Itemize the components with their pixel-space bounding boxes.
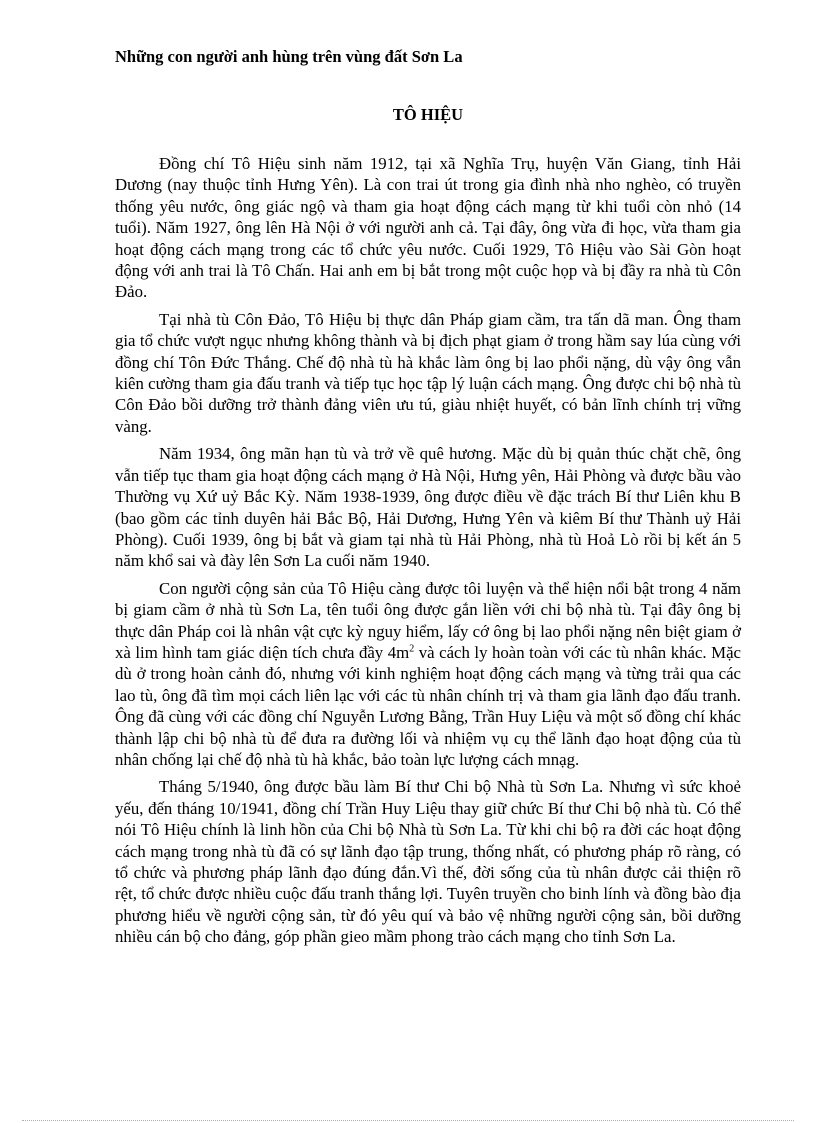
- superscript-2: 2: [409, 643, 415, 655]
- paragraph-2: Tại nhà tù Côn Đảo, Tô Hiệu bị thực dân Pháp giam cầm, tra tấn dã man. Ông tham gia tổ chức vượt ngục nhưng không thành và bị địch phạt giam ở trong hầm say lúa cùng với đồng chí Tôn Đức Thắng. Chế độ nhà tù hà khắc làm ông bị lao phổi nặng, dù vậy ông vẫn kiên cường tham gia đấu tranh và tiếp tục học tập lý luận cách mạng. Ông được chi bộ nhà tù Côn Đảo bồi dưỡng trở thành đảng viên ưu tú, giàu nhiệt huyết, có bản lĩnh chính trị vững vàng.: [115, 309, 741, 436]
- document-title: TÔ HIỆU: [392, 105, 464, 124]
- paragraph-4-continuation: và cách ly hoàn toàn với các tù nhân khác. Mặc dù ở trong hoàn cảnh đó, nhưng với kinh nghiệm hoạt động cách mạng và từng trải qua các lao tù, ông đã tìm mọi cách liên lạc với các tù nhân chính trị và tham gia lãnh đạo đấu tranh. Ông đã cùng với các đồng chí Nguyễn Lương Bằng, Trần Huy Liệu và một số đồng chí khác thành lập chi bộ nhà tù để đưa ra đường lối và nhiệm vụ cụ thể lãnh đạo hoạt động của tù nhân chống lại chế độ nhà tù hà khắc, bảo toàn lực lượng cách mnạg.: [115, 642, 741, 769]
- paragraph-3: Năm 1934, ông mãn hạn tù và trở về quê hương. Mặc dù bị quản thúc chặt chẽ, ông vẫn tiếp tục tham gia hoạt động cách mạng ở Hà Nội, Hưng yên, Hải Phòng và được bầu vào Thường vụ Xứ uỷ Bắc Kỳ. Năm 1938-1939, ông được điều về đặc trách Bí thư Liên khu B (bao gồm các tỉnh duyên hải Bắc Bộ, Hải Dương, Hưng Yên và kiêm Bí thư Thành uỷ Hải Phòng). Cuối 1939, ông bị bắt và giam tại nhà tù Hải Phòng, nhà tù Hoả Lò rồi bị kết án 5 năm khổ sai và đày lên Sơn La cuối năm 1940.: [115, 444, 741, 571]
- page-bottom-divider: [22, 1120, 794, 1121]
- paragraph-4-text: Con người cộng sản của Tô Hiệu càng được tôi luyện và thể hiện nổi bật trong 4 năm bị giam cầm ở nhà tù Sơn La, tên tuổi ông được gắn liền với chi bộ nhà tù. Tại đây ông bị thực dân Pháp coi là nhân vật cực kỳ nguy hiểm, lấy cớ ông bị lao phổi nặng nên biệt giam ở xà lim hình tam giác diện tích chưa đầy 4m: [115, 578, 741, 662]
- document-content: [115, 46, 741, 947]
- document-header: Những con người anh hùng trên vùng đất Sơn La: [115, 47, 463, 66]
- document-body: [115, 153, 741, 954]
- paragraph-4: [115, 578, 741, 771]
- paragraph-1: Đồng chí Tô Hiệu sinh năm 1912, tại xã Nghĩa Trụ, huyện Văn Giang, tỉnh Hải Dương (nay thuộc tỉnh Hưng Yên). Là con trai út trong gia đình nhà nho nghèo, có truyền thống yêu nước, ông giác ngộ và tham gia hoạt động cách mạng từ khi tuổi còn nhỏ (14 tuổi). Năm 1927, ông lên Hà Nội ở với người anh cả. Tại đây, ông vừa đi học, vừa tham gia hoạt động cách mạng trong các tổ chức yêu nước. Cuối 1929, Tô Hiệu vào Sài Gòn hoạt động với anh trai là Tô Chấn. Hai anh em bị bắt trong một cuộc họp và bị đầy ra nhà tù Côn Đảo.: [115, 154, 741, 302]
- paragraph-5: Tháng 5/1940, ông được bầu làm Bí thư Chi bộ Nhà tù Sơn La. Nhưng vì sức khoẻ yếu, đến tháng 10/1941, đồng chí Trần Huy Liệu thay giữ chức Bí thư Chi bộ nhà tù. Có thể nói Tô Hiệu chính là linh hồn của Chi bộ Nhà tù Sơn La. Từ khi chi bộ ra đời các hoạt động cách mạng trong nhà tù đã có sự lãnh đạo tập trung, thống nhất, có phương pháp rõ ràng, có tổ chức và phương pháp lãnh đạo đúng đắn.Vì thế, đời sống của tù nhân được cải thiện rõ rệt, tổ chức được nhiều cuộc đấu tranh thắng lợi. Tuyên truyền cho binh lính và đồng bào địa phương hiểu về người cộng sản, từ đó yêu quí và bảo vệ những người cộng sản, bồi dưỡng nhiều cán bộ cho đảng, góp phần gieo mầm phong trào cách mạng cho tỉnh Sơn La.: [115, 777, 741, 947]
